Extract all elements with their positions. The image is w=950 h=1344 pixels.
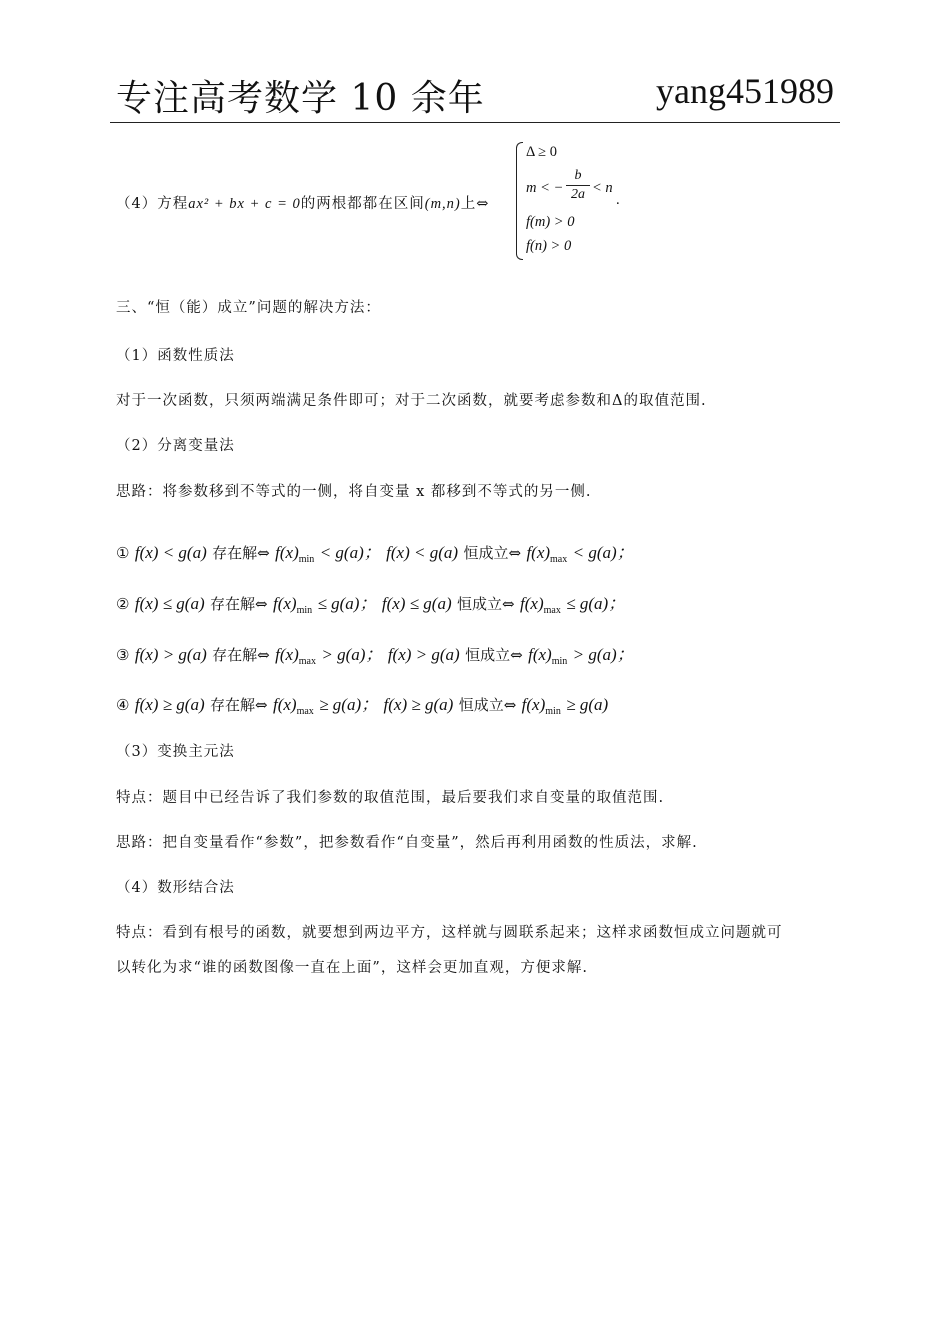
rule-always-label: 恒成立⇔ xyxy=(463,544,522,562)
item4-middle: 的两根都都在区间 xyxy=(300,196,425,212)
rule-sub2: min xyxy=(551,656,568,667)
rule-number: ③ xyxy=(116,646,130,664)
rule-cond: f(x) < g(a) xyxy=(134,543,207,562)
rule-fx2: f(x) xyxy=(521,695,546,714)
rule-always-label: 恒成立⇔ xyxy=(465,646,523,664)
method3-idea: 思路：把自变量看作“参数”，把参数看作“自变量”，然后再利用函数的性质法，求解. xyxy=(116,835,698,851)
condition-delta: Δ ≥ 0 xyxy=(526,144,557,160)
method3-feature: 特点：题目中已经告诉了我们参数的取值范围，最后要我们求自变量的取值范围. xyxy=(116,790,665,806)
rule-rhs: > g(a)； xyxy=(321,645,383,664)
rule-cond: f(x) ≥ g(a) xyxy=(134,695,205,714)
rule-sub: min xyxy=(298,554,315,565)
fraction-denominator: 2a xyxy=(571,187,585,202)
section3-title: 三、“恒（能）成立”问题的解决方法： xyxy=(116,300,381,316)
item4-line xyxy=(116,192,489,213)
rule-cond2: f(x) ≥ g(a) xyxy=(383,695,454,714)
rule-rhs2: ≥ g(a) xyxy=(566,695,609,714)
rule-cond: f(x) > g(a) xyxy=(134,645,207,664)
rule-sub: max xyxy=(296,706,314,717)
rule-exist-label: 存在解⇔ xyxy=(210,696,268,714)
method1-title: （1）函数性质法 xyxy=(116,348,235,364)
rule-fx: f(x) xyxy=(273,594,297,613)
header-title: 专注高考数学 10 余年 xyxy=(116,78,485,119)
rule-number: ④ xyxy=(116,696,130,714)
rule-rhs: ≥ g(a)； xyxy=(319,695,379,714)
rule-sub: max xyxy=(298,656,316,667)
rule-cond2: f(x) > g(a) xyxy=(387,645,460,664)
header-author: yang451989 xyxy=(656,71,834,111)
rule-sub2: max xyxy=(550,554,568,565)
rule-exist-label: 存在解⇔ xyxy=(212,544,270,562)
rule-rhs2: > g(a)； xyxy=(572,645,634,664)
item4-interval: (m,n) xyxy=(424,196,461,212)
rule-fx2: f(x) xyxy=(520,594,544,613)
rule-cond: f(x) ≤ g(a) xyxy=(134,594,205,613)
method2-body: 思路：将参数移到不等式的一侧，将自变量 x 都移到不等式的另一侧. xyxy=(116,484,592,500)
rule-rhs2: ≤ g(a)； xyxy=(566,594,626,613)
item4-end: . xyxy=(616,192,620,208)
rule-sub2: min xyxy=(545,706,561,717)
fraction-numerator: b xyxy=(574,168,582,183)
rule-rhs: < g(a)； xyxy=(319,543,381,562)
condition-vertex-left: m < − xyxy=(526,180,564,196)
rule-always-label: 恒成立⇔ xyxy=(457,595,515,613)
condition-fm: f(m) > 0 xyxy=(526,214,575,230)
method4-title: （4）数形结合法 xyxy=(116,880,235,896)
system-brace xyxy=(516,142,523,260)
method1-body: 对于一次函数，只须两端满足条件即可；对于二次函数，就要考虑参数和Δ的取值范围. xyxy=(116,393,707,409)
rule-number: ② xyxy=(116,595,130,613)
rule-sub: min xyxy=(296,605,313,616)
rule-row xyxy=(116,640,634,667)
header-divider xyxy=(110,122,840,123)
rule-cond2: f(x) ≤ g(a) xyxy=(381,594,452,613)
rule-row xyxy=(116,690,608,717)
rule-fx: f(x) xyxy=(273,695,297,714)
method4-line2: 以转化为求“谁的函数图像一直在上面”，这样会更加直观，方便求解. xyxy=(116,960,588,976)
item4-equation: ax² + bx + c = 0 xyxy=(188,196,301,212)
condition-fn: f(n) > 0 xyxy=(526,238,572,254)
item4-prefix: （4）方程 xyxy=(116,196,189,212)
rule-fx: f(x) xyxy=(275,645,299,664)
rule-rhs: ≤ g(a)； xyxy=(317,594,377,613)
rule-fx2: f(x) xyxy=(526,543,551,562)
rule-number: ① xyxy=(116,544,130,562)
condition-fraction xyxy=(566,168,590,203)
condition-vertex-right: < n xyxy=(592,180,613,196)
rule-exist-label: 存在解⇔ xyxy=(210,595,268,613)
fraction-bar xyxy=(566,185,590,186)
method4-line1: 特点：看到有根号的函数，就要想到两边平方，这样就与圆联系起来；这样求函数恒成立问题就可 xyxy=(116,925,783,941)
rule-row xyxy=(116,589,625,616)
rule-fx2: f(x) xyxy=(528,645,552,664)
rule-always-label: 恒成立⇔ xyxy=(458,696,517,714)
rule-exist-label: 存在解⇔ xyxy=(212,646,270,664)
method3-title: （3）变换主元法 xyxy=(116,744,235,760)
rule-sub2: max xyxy=(543,605,561,616)
rule-row xyxy=(116,538,634,565)
rule-fx: f(x) xyxy=(275,543,299,562)
rule-cond2: f(x) < g(a) xyxy=(386,543,459,562)
item4-suffix: 上⇔ xyxy=(460,196,490,212)
method2-title: （2）分离变量法 xyxy=(116,438,235,454)
rule-rhs2: < g(a)； xyxy=(572,543,634,562)
